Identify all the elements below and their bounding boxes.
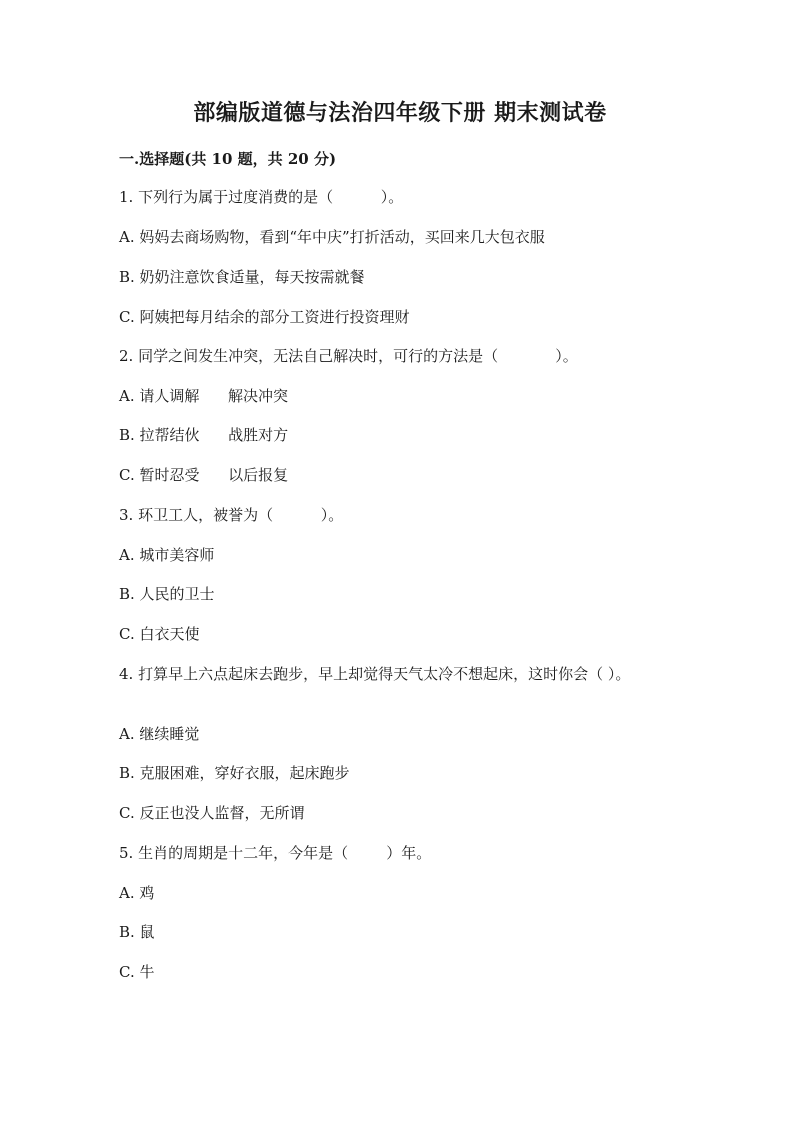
question-5-stem: 5. 生肖的周期是十二年，今年是（ ）年。: [119, 844, 432, 862]
question-3-stem: 3. 环卫工人，被誉为（ ）。: [119, 506, 344, 524]
question-3-option-a: A. 城市美容师: [119, 546, 215, 564]
section-heading: 一.选择题(共 10 题，共 20 分): [119, 150, 337, 168]
question-3-option-b: B. 人民的卫士: [119, 585, 215, 603]
question-1-option-b: B. 奶奶注意饮食适量，每天按需就餐: [119, 268, 365, 286]
page-title: 部编版道德与法治四年级下册 期末测试卷: [193, 100, 607, 126]
question-1-stem: 1. 下列行为属于过度消费的是（ ）。: [119, 188, 404, 206]
question-5-option-b: B. 鼠: [119, 923, 155, 941]
question-2-option-b: B. 拉帮结伙 战胜对方: [119, 426, 289, 444]
question-4-option-c: C. 反正也没人监督，无所谓: [119, 804, 305, 822]
question-2-option-a: A. 请人调解 解决冲突: [119, 387, 288, 405]
question-2-stem: 2. 同学之间发生冲突，无法自己解决时，可行的方法是（ ）。: [119, 347, 578, 365]
question-5-option-c: C. 牛: [119, 963, 155, 981]
question-4-stem: 4. 打算早上六点起床去跑步，早上却觉得天气太冷不想起床，这时你会（ ）。: [119, 665, 631, 683]
question-1-option-a: A. 妈妈去商场购物，看到“年中庆”打折活动，买回来几大包衣服: [119, 228, 545, 246]
question-1-option-c: C. 阿姨把每月结余的部分工资进行投资理财: [119, 308, 410, 326]
question-4-option-b: B. 克服困难，穿好衣服，起床跑步: [119, 764, 350, 782]
question-3-option-c: C. 白衣天使: [119, 625, 200, 643]
question-4-option-a: A. 继续睡觉: [119, 725, 200, 743]
question-5-option-a: A. 鸡: [119, 884, 155, 902]
question-2-option-c: C. 暂时忍受 以后报复: [119, 466, 289, 484]
